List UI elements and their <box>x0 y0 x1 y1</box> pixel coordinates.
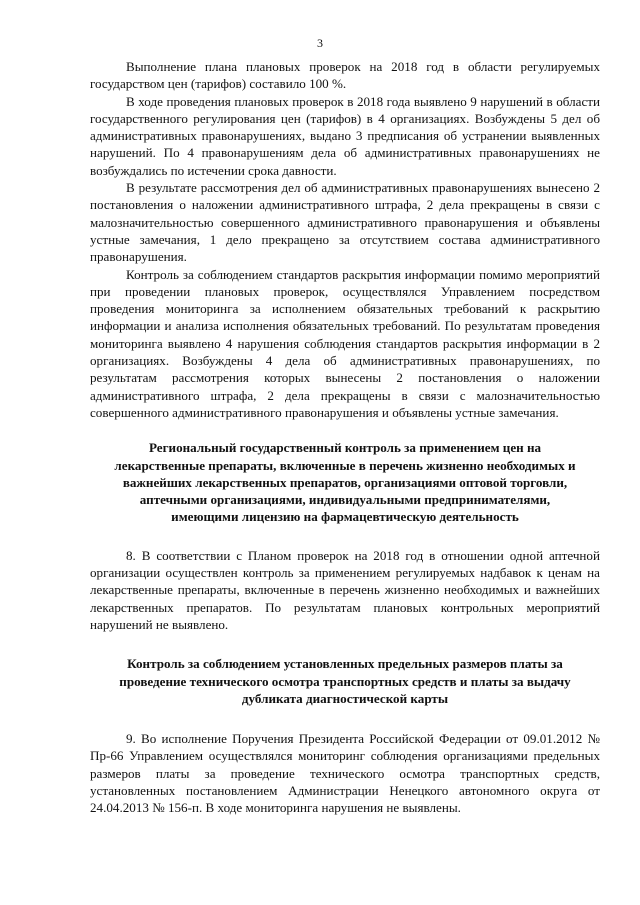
page-number: 3 <box>317 36 323 50</box>
document-body <box>90 58 600 817</box>
paragraph-item-9: 9. Во исполнение Поручения Президента Российской Федерации от 09.01.2012 № Пр-66 Управлением осуществлялся мониторинг соблюдения организациями предельных размеров платы за проведение технического осмотра транспортных средств, установленных постановлением Администрации Ненецкого автономного округа от 24.04.2013 № 156-п. В ходе мониторинга нарушения не выявлены. <box>90 731 600 816</box>
section-heading-tech-inspection: Контроль за соблюдением установленных предельных размеров платы за проведение технического осмотра транспортных средств и платы за выдачу дубликата диагностической карты <box>119 656 571 706</box>
paragraph-violations-found: В ходе проведения плановых проверок в 2018 года выявлено 9 нарушений в области государственного регулирования цен (тарифов) в 4 организациях. Возбуждены 5 дел об административных правонарушениях, выдано 3 предписания об устранении выявленных нарушений. По 4 правонарушениям дела об административных правонарушениях не возбуждались по истечении срока давности. <box>90 93 600 178</box>
paragraph-case-results: В результате рассмотрения дел об административных правонарушениях вынесено 2 постановления о наложении административного штрафа, 2 дела прекращены в связи с малозначительностью совершенного административного правонарушения и объявлены устные замечания, 1 дело прекращено за отсутствием состава административного правонарушения. <box>90 180 600 265</box>
paragraph-disclosure-control: Контроль за соблюдением стандартов раскрытия информации помимо мероприятий при проведении плановых проверок, осуществлялся Управлением посредством проведения мониторинга за исполнением обязательных требований к раскрытию информации и анализа исполнения обязательных требований. По результатам проведения мониторинга выявлено 4 нарушения соблюдения стандартов раскрытия информации в 2 организациях. Возбуждены 4 дела об административных правонарушениях, по результатам рассмотрения которых вынесены 2 постановления о наложении административного штрафа, 2 дела прекращены в связи с малозначительностью совершенного административного правонарушения и объявлены устные замечания. <box>90 266 600 420</box>
paragraph-plan-execution: Выполнение плана плановых проверок на 2018 год в области регулируемых государством цен (тарифов) составило 100 %. <box>90 59 600 92</box>
paragraph-item-8: 8. В соответствии с Планом проверок на 2018 год в отношении одной аптечной организации осуществлен контроль за применением регулируемых надбавок к ценам на лекарственные препараты, включенные в перечень жизненно необходимых и важнейших лекарственных препаратов. По результатам плановых контрольных мероприятий нарушений не выявлено. <box>90 547 600 632</box>
section-heading-drug-prices: Региональный государственный контроль за применением цен на лекарственные препараты, включенные в перечень жизненно необходимых и важнейших лекарственных препаратов, организациями оптовой торговли, аптечными организациями, индивидуальными предпринимателями, имеющими лицензию на фармацевтическую деятельность <box>114 440 576 525</box>
